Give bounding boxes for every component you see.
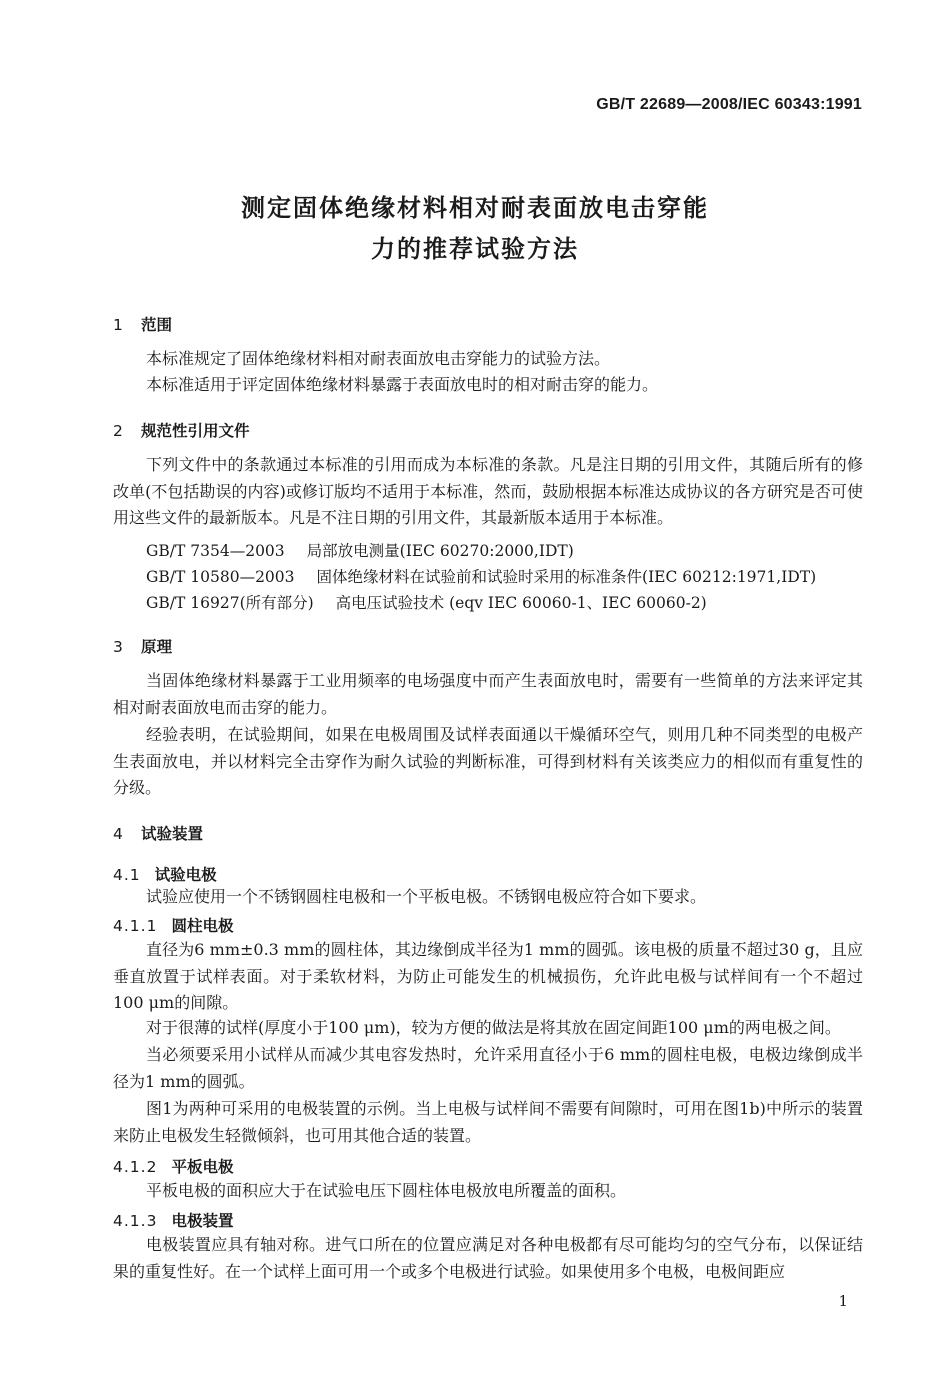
subsection-4-1-2-heading	[113, 1155, 233, 1177]
reference-title: 局部放电测量(IEC 60270:2000,IDT)	[306, 542, 574, 560]
paragraph: 经验表明，在试验期间，如果在电极周围及试样表面通以干燥循环空气，则用几种不同类型的电极产生表面放电，并以材料完全击穿作为耐久试验的判断标准，可得到材料有关该类应力的相似而有重复性的分级。	[113, 725, 863, 797]
subsection-title: 试验电极	[154, 866, 217, 884]
reference-title: 高电压试验技术 (eqv IEC 60060-1、IEC 60060-2)	[335, 594, 707, 612]
page-number: 1	[838, 1292, 848, 1310]
reference-item	[146, 565, 816, 589]
document-title-line-1: 测定固体绝缘材料相对耐表面放电击穿能	[241, 194, 709, 222]
subsection-4-1-1-heading	[113, 914, 233, 936]
paragraph: 直径为6 mm±0.3 mm的圆柱体，其边缘倒成半径为1 mm的圆弧。该电极的质量不超过30 g，且应垂直放置于试样表面。对于柔软材料，为防止可能发生的机械损伤，允许此电极与试样间有一个不超过100 μm的间隙。	[113, 940, 863, 1012]
paragraph: 平板电极的面积应大于在试验电压下圆柱体电极放电所覆盖的面积。	[146, 1181, 627, 1200]
section-number: 3	[113, 638, 123, 656]
subsection-4-1-3-heading	[113, 1209, 233, 1231]
subsection-title: 电极装置	[171, 1212, 234, 1230]
section-2-heading	[113, 419, 250, 441]
paragraph: 电极装置应具有轴对称。进气口所在的位置应满足对各种电极都有尽可能均匀的空气分布，以保证结果的重复性好。在一个试样上面可用一个或多个电极进行试验。如果使用多个电极，电极间距应	[113, 1235, 863, 1281]
subsection-title: 圆柱电极	[171, 917, 234, 935]
standard-code: GB/T 22689—2008/IEC 60343:1991	[596, 96, 862, 113]
subsection-number: 4.1	[113, 866, 141, 884]
section-title: 原理	[141, 638, 173, 656]
subsection-number: 4.1.2	[113, 1158, 158, 1176]
section-number: 1	[113, 316, 123, 334]
paragraph: 下列文件中的条款通过本标准的引用而成为本标准的条款。凡是注日期的引用文件，其随后所有的修改单(不包括勘误的内容)或修订版均不适用于本标准，然而，鼓励根据本标准达成协议的各方研究是否可使用这些文件的最新版本。凡是不注日期的引用文件，其最新版本适用于本标准。	[113, 455, 863, 527]
paragraph: 本标准适用于评定固体绝缘材料暴露于表面放电时的相对耐击穿的能力。	[146, 375, 659, 394]
subsection-4-1-heading	[113, 863, 217, 885]
section-number: 2	[113, 422, 123, 440]
subsection-number: 4.1.3	[113, 1212, 158, 1230]
document-title-line-2: 力的推荐试验方法	[371, 235, 579, 263]
subsection-title: 平板电极	[171, 1158, 234, 1176]
section-title: 试验装置	[141, 825, 204, 843]
paragraph: 对于很薄的试样(厚度小于100 μm)，较为方便的做法是将其放在固定间距100 μm的两电极之间。	[146, 1018, 841, 1037]
reference-item	[146, 539, 574, 563]
paragraph: 试验应使用一个不锈钢圆柱电极和一个平板电极。不锈钢电极应符合如下要求。	[146, 887, 707, 906]
reference-code: GB/T 16927(所有部分)	[146, 594, 314, 612]
paragraph: 本标准规定了固体绝缘材料相对耐表面放电击穿能力的试验方法。	[146, 349, 611, 368]
paragraph: 图1为两种可采用的电极装置的示例。当上电极与试样间不需要有间隙时，可用在图1b)中所示的装置来防止电极发生轻微倾斜，也可用其他合适的装置。	[113, 1099, 863, 1145]
section-title: 规范性引用文件	[141, 422, 250, 440]
paragraph: 当必须要采用小试样从而减少其电容发热时，允许采用直径小于6 mm的圆柱电极，电极边缘倒成半径为1 mm的圆弧。	[113, 1045, 863, 1091]
paragraph: 当固体绝缘材料暴露于工业用频率的电场强度中而产生表面放电时，需要有一些简单的方法来评定其相对耐表面放电而击穿的能力。	[113, 671, 863, 717]
reference-item	[146, 591, 707, 615]
reference-code: GB/T 10580—2003	[146, 568, 295, 586]
section-4-heading	[113, 822, 203, 844]
section-3-heading	[113, 635, 172, 657]
reference-title: 固体绝缘材料在试验前和试验时采用的标准条件(IEC 60212:1971,IDT)	[316, 568, 817, 586]
subsection-number: 4.1.1	[113, 917, 158, 935]
section-1-heading	[113, 313, 172, 335]
section-title: 范围	[141, 316, 173, 334]
reference-code: GB/T 7354—2003	[146, 542, 285, 560]
section-number: 4	[113, 825, 123, 843]
